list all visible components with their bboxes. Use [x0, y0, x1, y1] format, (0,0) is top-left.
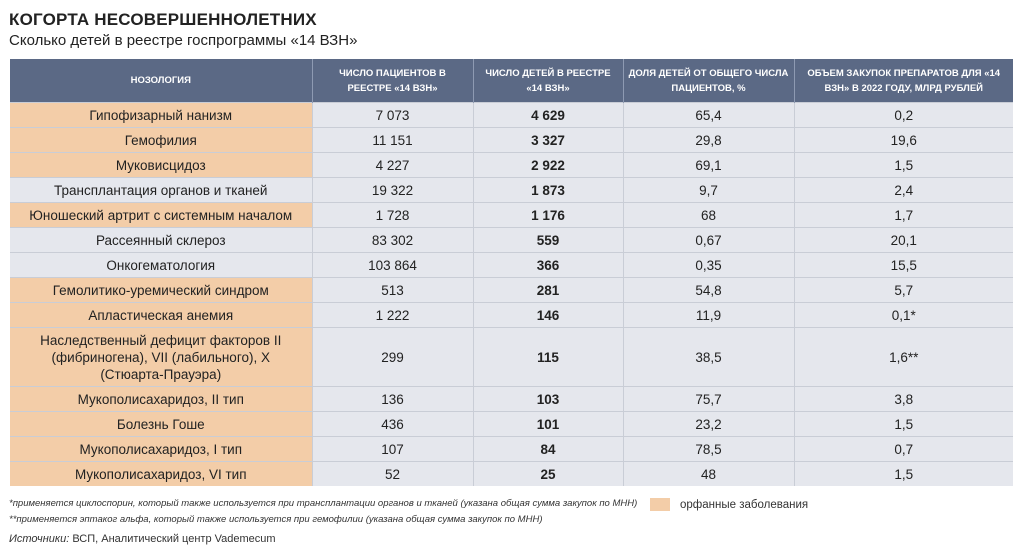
- header-share: ДОЛЯ ДЕТЕЙ ОТ ОБЩЕГО ЧИСЛА ПАЦИЕНТОВ, %: [623, 59, 794, 103]
- legend-label: орфанные заболевания: [680, 498, 809, 511]
- cell-volume: 1,7: [794, 203, 1013, 228]
- cell-volume: 19,6: [794, 128, 1013, 153]
- header-nosology: НОЗОЛОГИЯ: [10, 59, 312, 103]
- cell-share: 9,7: [623, 178, 794, 203]
- cell-nosology: Наследственный дефицит факторов II (фибриногена), VII (лабильного), X (Стюарта-Прауэра): [10, 328, 312, 387]
- table-row: [10, 178, 1013, 203]
- table-row: [10, 103, 1013, 128]
- sources-label: Источники:: [9, 533, 70, 545]
- table-row: [10, 462, 1013, 487]
- table-row: [10, 203, 1013, 228]
- page-subtitle: Сколько детей в реестре госпрограммы «14 ВЗН»: [9, 32, 358, 49]
- cell-children: 25: [473, 462, 623, 487]
- cell-nosology: Трансплантация органов и тканей: [10, 178, 312, 203]
- cell-patients: 83 302: [312, 228, 473, 253]
- cell-children: 101: [473, 412, 623, 437]
- header-volume: ОБЪЕМ ЗАКУПОК ПРЕПАРАТОВ ДЛЯ «14 ВЗН» В 2022 ГОДУ, МЛРД РУБЛЕЙ: [794, 59, 1013, 103]
- cell-patients: 19 322: [312, 178, 473, 203]
- table-row: [10, 412, 1013, 437]
- cell-children: 84: [473, 437, 623, 462]
- cell-patients: 136: [312, 387, 473, 412]
- cell-share: 0,35: [623, 253, 794, 278]
- cell-nosology: Мукополисахаридоз, II тип: [10, 387, 312, 412]
- cell-nosology: Апластическая анемия: [10, 303, 312, 328]
- footnote-1: *применяется циклоспорин, который также используется при трансплантации органов и тканей (указана общая сумма закупок по МНН): [9, 498, 638, 509]
- cell-nosology: Юношеский артрит с системным началом: [10, 203, 312, 228]
- table-row: [10, 437, 1013, 462]
- cell-share: 69,1: [623, 153, 794, 178]
- data-table: [10, 59, 1013, 486]
- cell-share: 75,7: [623, 387, 794, 412]
- cell-share: 78,5: [623, 437, 794, 462]
- cell-nosology: Онкогематология: [10, 253, 312, 278]
- table-header-row: [10, 59, 1013, 103]
- footnote-2: **применяется эптаког альфа, который также используется при гемофилии (указана общая сумма закупок по МНН): [9, 514, 543, 525]
- table-row: [10, 253, 1013, 278]
- cell-children: 146: [473, 303, 623, 328]
- cell-nosology: Гемофилия: [10, 128, 312, 153]
- page-title: КОГОРТА НЕСОВЕРШЕННОЛЕТНИХ: [9, 10, 317, 29]
- table-row: [10, 128, 1013, 153]
- cell-children: 4 629: [473, 103, 623, 128]
- cell-volume: 20,1: [794, 228, 1013, 253]
- cell-patients: 299: [312, 328, 473, 387]
- table-row: [10, 153, 1013, 178]
- table-row: [10, 303, 1013, 328]
- header-children: ЧИСЛО ДЕТЕЙ В РЕЕСТРЕ «14 ВЗН»: [473, 59, 623, 103]
- cell-share: 0,67: [623, 228, 794, 253]
- legend: [650, 498, 808, 511]
- cell-nosology: Муковисцидоз: [10, 153, 312, 178]
- cell-share: 29,8: [623, 128, 794, 153]
- cell-volume: 1,5: [794, 462, 1013, 487]
- cell-patients: 1 222: [312, 303, 473, 328]
- table-row: [10, 228, 1013, 253]
- cell-children: 1 873: [473, 178, 623, 203]
- cell-share: 48: [623, 462, 794, 487]
- cell-patients: 11 151: [312, 128, 473, 153]
- cell-nosology: Гипофизарный нанизм: [10, 103, 312, 128]
- legend-swatch: [650, 498, 670, 511]
- cell-patients: 4 227: [312, 153, 473, 178]
- cell-volume: 1,6**: [794, 328, 1013, 387]
- cell-patients: 107: [312, 437, 473, 462]
- sources: [9, 533, 276, 545]
- cell-volume: 0,1*: [794, 303, 1013, 328]
- cell-nosology: Гемолитико-уремический синдром: [10, 278, 312, 303]
- cell-patients: 103 864: [312, 253, 473, 278]
- cell-children: 1 176: [473, 203, 623, 228]
- cell-patients: 513: [312, 278, 473, 303]
- cell-share: 11,9: [623, 303, 794, 328]
- cell-children: 3 327: [473, 128, 623, 153]
- cell-nosology: Рассеянный склероз: [10, 228, 312, 253]
- cell-patients: 52: [312, 462, 473, 487]
- cell-children: 2 922: [473, 153, 623, 178]
- cell-children: 281: [473, 278, 623, 303]
- cell-children: 115: [473, 328, 623, 387]
- cell-volume: 1,5: [794, 412, 1013, 437]
- cell-nosology: Мукополисахаридоз, I тип: [10, 437, 312, 462]
- footnotes: [9, 496, 637, 528]
- table-row: [10, 387, 1013, 412]
- cell-volume: 5,7: [794, 278, 1013, 303]
- cell-children: 559: [473, 228, 623, 253]
- sources-text: ВСП, Аналитический центр Vademecum: [72, 533, 276, 545]
- header-patients: ЧИСЛО ПАЦИЕНТОВ В РЕЕСТРЕ «14 ВЗН»: [312, 59, 473, 103]
- cell-share: 54,8: [623, 278, 794, 303]
- table-row: [10, 328, 1013, 387]
- cell-share: 23,2: [623, 412, 794, 437]
- cell-nosology: Болезнь Гоше: [10, 412, 312, 437]
- cell-patients: 7 073: [312, 103, 473, 128]
- cell-nosology: Мукополисахаридоз, VI тип: [10, 462, 312, 487]
- cell-volume: 0,2: [794, 103, 1013, 128]
- table-row: [10, 278, 1013, 303]
- cell-volume: 3,8: [794, 387, 1013, 412]
- cell-volume: 15,5: [794, 253, 1013, 278]
- cell-children: 366: [473, 253, 623, 278]
- cell-share: 68: [623, 203, 794, 228]
- cell-patients: 436: [312, 412, 473, 437]
- cell-volume: 0,7: [794, 437, 1013, 462]
- cell-children: 103: [473, 387, 623, 412]
- cell-patients: 1 728: [312, 203, 473, 228]
- cell-share: 65,4: [623, 103, 794, 128]
- cell-volume: 2,4: [794, 178, 1013, 203]
- cell-share: 38,5: [623, 328, 794, 387]
- cell-volume: 1,5: [794, 153, 1013, 178]
